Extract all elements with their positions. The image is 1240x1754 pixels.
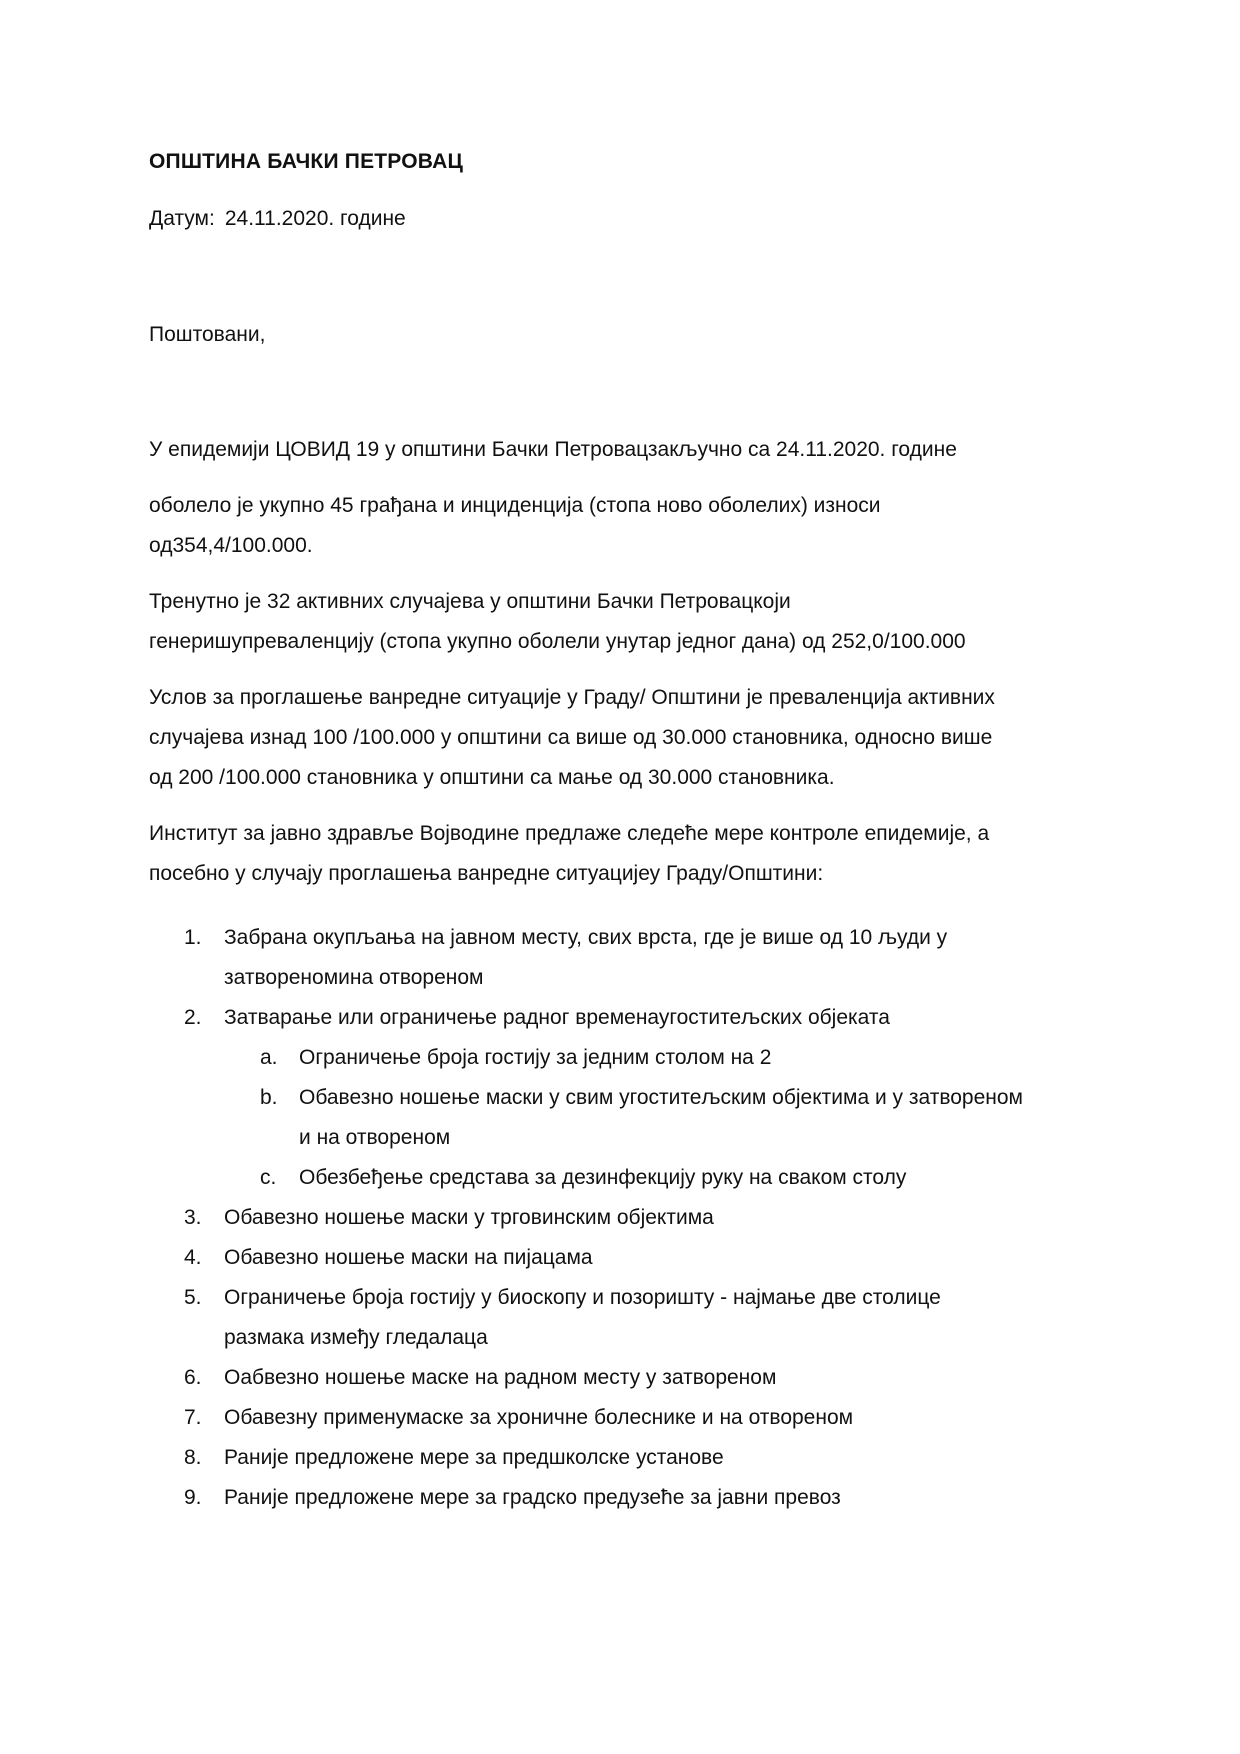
date-line [149, 207, 406, 231]
date-label: Датум: [149, 207, 215, 230]
body-paragraph [149, 814, 1109, 894]
paragraph-line: од354,4/100.000. [149, 534, 313, 557]
measure-number: 3. [184, 1206, 202, 1229]
paragraph-line: Институт за јавно здравље Војводине предлаже следеће мере контроле епидемије, а [149, 822, 990, 845]
measure-subitem [224, 1038, 1109, 1078]
paragraph-line: генеришупреваленцију (стопа укупно оболели унутар једног дана) од 252,0/100.000 [149, 630, 966, 653]
measure-item [149, 1358, 1109, 1398]
measure-sublist [224, 1038, 1109, 1198]
measure-number: 8. [184, 1446, 202, 1469]
paragraphs [149, 430, 1109, 894]
measure-subitem [224, 1078, 1109, 1158]
measure-text: Раније предложене мере за предшколске установе [224, 1446, 724, 1469]
salutation: Поштовани, [149, 323, 266, 346]
measure-item [149, 1278, 1109, 1358]
measure-item [149, 918, 1109, 998]
measure-number: 1. [184, 926, 202, 949]
measure-item [149, 1198, 1109, 1238]
measure-number: 9. [184, 1486, 202, 1509]
subitem-letter: c. [260, 1166, 277, 1189]
subitem-text: и на отвореном [299, 1126, 451, 1149]
body-paragraph [149, 582, 1109, 662]
measure-number: 6. [184, 1366, 202, 1389]
measure-text: Ограничење броја гостију у биоскопу и позоришту - најмање две столице [224, 1286, 941, 1309]
measure-text: Обавезну применумаске за хроничне болеснике и на отвореном [224, 1406, 854, 1429]
subitem-letter: b. [260, 1086, 278, 1109]
paragraph-line: посебно у случају проглашења ванредне ситуацијеу Граду/Општини: [149, 862, 824, 885]
measure-item [149, 1238, 1109, 1278]
paragraph-line: Тренутно је 32 активних случајева у општини Бачки Петровацкоји [149, 590, 791, 613]
measure-item [149, 1398, 1109, 1438]
measure-subitem [224, 1158, 1109, 1198]
date-value: 24.11.2020. године [224, 207, 406, 230]
subitem-text: Ограничење броја гостију за једним столом на 2 [299, 1046, 772, 1069]
paragraph-line: оболело је укупно 45 грађана и инциденција (стопа ново оболелих) износи [149, 494, 881, 517]
measures-list [149, 918, 1109, 1518]
subitem-text: Обезбеђење средстава за дезинфекцију руку на сваком столу [299, 1166, 907, 1189]
measure-number: 5. [184, 1286, 202, 1309]
subitem-text: Обавезно ношење маски у свим угоститељским објектима и у затвореном [299, 1086, 1023, 1109]
paragraph-line: У епидемији ЦОВИД 19 у општини Бачки Петровацзакључно са 24.11.2020. године [149, 438, 957, 461]
measure-text: Обавезно ношење маски на пијацама [224, 1246, 593, 1269]
measure-text: Раније предложене мере за градско предузеће за јавни превоз [224, 1486, 841, 1509]
paragraph-line: случајева изнад 100 /100.000 у општини са више од 30.000 становника, односно више [149, 726, 993, 749]
body-paragraph [149, 486, 1109, 566]
measure-text: Забрана окупљања на јавном месту, свих врста, где је више од 10 људи у [224, 926, 948, 949]
body-paragraph [149, 430, 1109, 470]
municipality-heading: ОПШТИНА БАЧКИ ПЕТРОВАЦ [149, 150, 463, 173]
measure-text: Затварање или ограничење радног временаугоститељских објеката [224, 1006, 890, 1029]
measure-text: затвореномина отвореном [224, 966, 484, 989]
measure-item [149, 1438, 1109, 1478]
measure-number: 2. [184, 1006, 202, 1029]
body-paragraph [149, 678, 1109, 798]
paragraph-line: од 200 /100.000 становника у општини са мање од 30.000 становника. [149, 766, 835, 789]
measure-text: Оабвезно ношење маске на радном месту у затвореном [224, 1366, 777, 1389]
measure-item [149, 998, 1109, 1198]
measure-item [149, 1478, 1109, 1518]
subitem-letter: a. [260, 1046, 278, 1069]
measure-text: Обавезно ношење маски у трговинским објектима [224, 1206, 714, 1229]
measure-number: 4. [184, 1246, 202, 1269]
measure-number: 7. [184, 1406, 202, 1429]
measure-text: размака између гледалаца [224, 1326, 488, 1349]
letter-body [149, 430, 1109, 1518]
paragraph-line: Услов за проглашење ванредне ситуације у Граду/ Општини је преваленција активних [149, 686, 995, 709]
